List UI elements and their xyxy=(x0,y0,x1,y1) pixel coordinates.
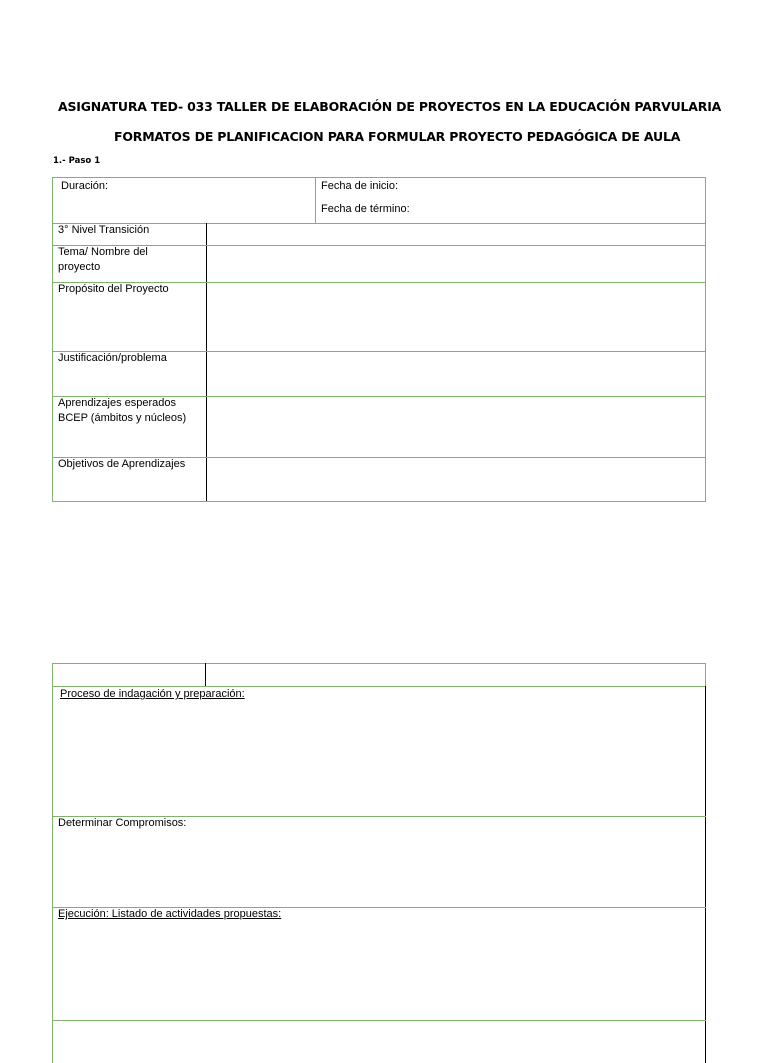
document-subtitle: FORMATOS DE PLANIFICACION PARA FORMULAR PROYECTO PEDAGÓGICA DE AULA xyxy=(114,129,681,144)
section-execution: Ejecución: Listado de actividades propuestas: xyxy=(58,908,282,920)
start-date-label: Fecha de inicio: xyxy=(321,180,399,192)
row-label-learning: Aprendizajes esperados BCEP (ámbitos y núcleos) xyxy=(58,397,187,424)
duration-label: Duración: xyxy=(61,180,109,192)
process-table xyxy=(52,663,706,1063)
step-label: 1.- Paso 1 xyxy=(53,156,101,166)
end-date-label: Fecha de término: xyxy=(321,203,410,215)
row-label-objectives: Objetivos de Aprendizajes xyxy=(58,458,186,470)
document-title: ASIGNATURA TED- 033 TALLER DE ELABORACIÓN DE PROYECTOS EN LA EDUCACIÓN PARVULARIA xyxy=(58,99,722,114)
row-label-purpose: Propósito del Proyecto xyxy=(58,283,169,295)
row-label-theme: Tema/ Nombre del proyecto xyxy=(58,246,148,273)
section-inquiry: Proceso de indagación y preparación: xyxy=(60,688,245,700)
row-label-justification: Justificación/problema xyxy=(58,352,167,364)
row-label-level: 3° Nivel Transición xyxy=(58,224,150,236)
planning-table xyxy=(52,177,706,502)
section-commitments: Determinar Compromisos: xyxy=(58,817,187,829)
